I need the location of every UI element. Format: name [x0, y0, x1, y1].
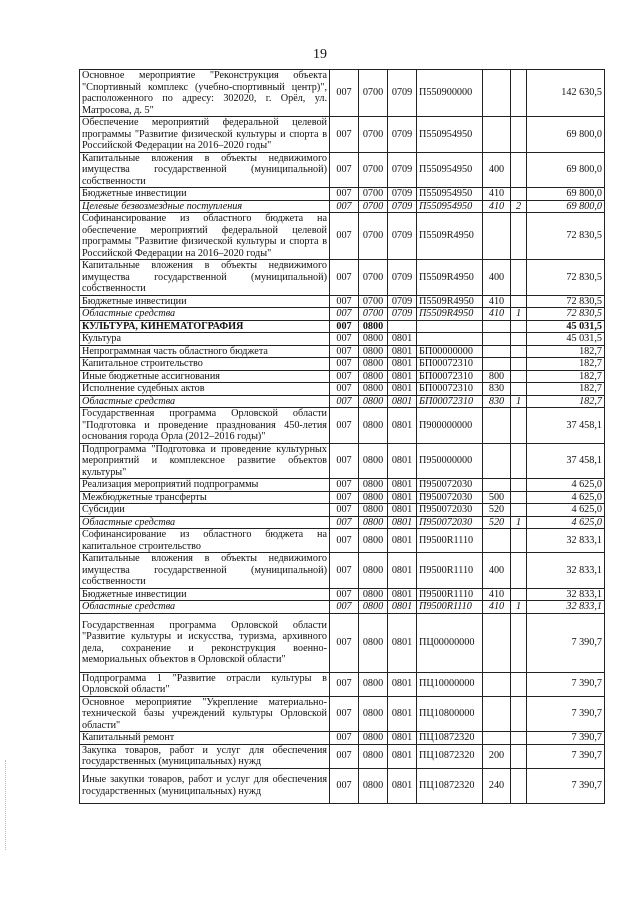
amount: 182,7 [527, 358, 605, 371]
funding-source [511, 295, 527, 308]
item-name: Основное мероприятие "Реконструкция объекта "Спортивный комплекс (учебно-спортивный центр)", расположенного по адресу: 302020, г. Орёл, ул. Матросова, д. 5" [80, 70, 330, 117]
amount: 69 800,0 [527, 188, 605, 201]
expense-type-code: 240 [483, 768, 511, 803]
funding-source [511, 744, 527, 768]
expense-type-code [483, 345, 511, 358]
amount: 7 390,7 [527, 744, 605, 768]
amount: 32 833,1 [527, 553, 605, 589]
subsection-code: 0709 [388, 213, 417, 260]
expense-type-code [483, 732, 511, 745]
target-article-code: БП00072310 [417, 358, 483, 371]
target-article-code: П5509R4950 [417, 260, 483, 296]
funding-source [511, 504, 527, 517]
funding-source [511, 443, 527, 479]
expense-type-code: 200 [483, 744, 511, 768]
ministry-code: 007 [330, 70, 359, 117]
subsection-code: 0801 [388, 504, 417, 517]
ministry-code: 007 [330, 696, 359, 732]
section-code: 0800 [359, 529, 388, 553]
funding-source [511, 358, 527, 371]
item-name: Софинансирование из областного бюджета на обеспечение мероприятий федеральной целевой программы "Развитие физической культуры и спорта в Российской Федерации на 2016–2020 годы" [80, 213, 330, 260]
table-row [80, 768, 605, 803]
item-name: Межбюджетные трансферты [80, 491, 330, 504]
ministry-code: 007 [330, 672, 359, 696]
item-name: Софинансирование из областного бюджета на капитальное строительство [80, 529, 330, 553]
expense-type-code [483, 70, 511, 117]
subsection-code: 0801 [388, 516, 417, 529]
subsection-code: 0801 [388, 613, 417, 672]
amount: 7 390,7 [527, 613, 605, 672]
amount: 45 031,5 [527, 333, 605, 346]
item-name: Капитальные вложения в объекты недвижимого имущества государственной (муниципальной) собственности [80, 260, 330, 296]
subsection-code: 0801 [388, 601, 417, 614]
funding-source [511, 345, 527, 358]
table-row [80, 260, 605, 296]
subsection-code: 0801 [388, 345, 417, 358]
section-code: 0800 [359, 491, 388, 504]
ministry-code: 007 [330, 308, 359, 321]
target-article-code: П550954950 [417, 188, 483, 201]
funding-source: 2 [511, 200, 527, 213]
funding-source [511, 553, 527, 589]
subsection-code: 0801 [388, 358, 417, 371]
amount: 7 390,7 [527, 672, 605, 696]
item-name: Государственная программа Орловской области "Развитие культуры и искусства, туризма, архивного дела, сохранение и реконструкция военно-мемориальных объектов в Орловской области" [80, 613, 330, 672]
table-row [80, 333, 605, 346]
item-name: Культура [80, 333, 330, 346]
target-article-code: П9500R1110 [417, 601, 483, 614]
table-row [80, 70, 605, 117]
expense-type-code: 400 [483, 260, 511, 296]
funding-source [511, 152, 527, 188]
funding-source [511, 696, 527, 732]
table-row [80, 395, 605, 408]
section-code: 0800 [359, 479, 388, 492]
section-code: 0800 [359, 516, 388, 529]
section-code: 0800 [359, 395, 388, 408]
ministry-code: 007 [330, 260, 359, 296]
table-row [80, 383, 605, 396]
subsection-code: 0801 [388, 732, 417, 745]
subsection-code: 0801 [388, 672, 417, 696]
ministry-code: 007 [330, 370, 359, 383]
ministry-code: 007 [330, 213, 359, 260]
ministry-code: 007 [330, 491, 359, 504]
item-name: Областные средства [80, 601, 330, 614]
amount: 72 830,5 [527, 260, 605, 296]
section-code: 0800 [359, 383, 388, 396]
expense-type-code: 410 [483, 588, 511, 601]
expense-type-code [483, 529, 511, 553]
subsection-code: 0801 [388, 529, 417, 553]
amount: 69 800,0 [527, 152, 605, 188]
subsection-code: 0801 [388, 383, 417, 396]
item-name: Государственная программа Орловской области "Подготовка и проведение празднования 450-летия основания города Орла (2012–2016 годы)" [80, 408, 330, 444]
section-code: 0800 [359, 732, 388, 745]
expense-type-code: 410 [483, 308, 511, 321]
ministry-code: 007 [330, 601, 359, 614]
subsection-code: 0709 [388, 260, 417, 296]
table-row [80, 479, 605, 492]
item-name: Капитальное строительство [80, 358, 330, 371]
amount: 45 031,5 [527, 320, 605, 333]
item-name: Реализация мероприятий подпрограммы [80, 479, 330, 492]
target-article-code: П550900000 [417, 70, 483, 117]
amount: 69 800,0 [527, 200, 605, 213]
funding-source [511, 479, 527, 492]
subsection-code: 0801 [388, 768, 417, 803]
expense-type-code: 400 [483, 553, 511, 589]
expense-type-code: 520 [483, 516, 511, 529]
funding-source [511, 768, 527, 803]
table-row [80, 117, 605, 153]
ministry-code: 007 [330, 295, 359, 308]
amount: 7 390,7 [527, 696, 605, 732]
funding-source: 1 [511, 395, 527, 408]
target-article-code [417, 320, 483, 333]
table-row [80, 588, 605, 601]
item-name: Бюджетные инвестиции [80, 588, 330, 601]
expense-type-code [483, 696, 511, 732]
target-article-code: БП00000000 [417, 345, 483, 358]
item-name: Основное мероприятие "Укрепление материально-технической базы учреждений культуры Орловской области" [80, 696, 330, 732]
funding-source [511, 408, 527, 444]
expense-type-code: 500 [483, 491, 511, 504]
target-article-code: П550954950 [417, 152, 483, 188]
target-article-code: ПЦ10800000 [417, 696, 483, 732]
funding-source [511, 117, 527, 153]
section-code: 0800 [359, 345, 388, 358]
subsection-code: 0801 [388, 553, 417, 589]
target-article-code: ПЦ10872320 [417, 732, 483, 745]
amount: 4 625,0 [527, 516, 605, 529]
amount: 32 833,1 [527, 601, 605, 614]
table-row [80, 732, 605, 745]
ministry-code: 007 [330, 117, 359, 153]
section-code: 0700 [359, 308, 388, 321]
funding-source: 1 [511, 308, 527, 321]
expense-type-code [483, 672, 511, 696]
table-row [80, 443, 605, 479]
funding-source [511, 320, 527, 333]
ministry-code: 007 [330, 768, 359, 803]
table-row [80, 408, 605, 444]
table-row [80, 516, 605, 529]
amount: 37 458,1 [527, 408, 605, 444]
target-article-code: П9500R1110 [417, 529, 483, 553]
item-name: Бюджетные инвестиции [80, 188, 330, 201]
table-row [80, 152, 605, 188]
expense-type-code [483, 117, 511, 153]
ministry-code: 007 [330, 152, 359, 188]
amount: 7 390,7 [527, 768, 605, 803]
subsection-code: 0801 [388, 395, 417, 408]
ministry-code: 007 [330, 408, 359, 444]
item-name: Областные средства [80, 516, 330, 529]
target-article-code: П5509R4950 [417, 308, 483, 321]
item-name: Обеспечение мероприятий федеральной целевой программы "Развитие физической культуры и спорта в Российской Федерации на 2016–2020 годы" [80, 117, 330, 153]
table-row [80, 370, 605, 383]
table-row [80, 295, 605, 308]
ministry-code: 007 [330, 358, 359, 371]
subsection-code: 0709 [388, 188, 417, 201]
subsection-code: 0801 [388, 479, 417, 492]
target-article-code: П950072030 [417, 479, 483, 492]
ministry-code: 007 [330, 345, 359, 358]
subsection-code: 0709 [388, 308, 417, 321]
amount: 142 630,5 [527, 70, 605, 117]
ministry-code: 007 [330, 588, 359, 601]
expense-type-code: 830 [483, 395, 511, 408]
target-article-code: П550954950 [417, 200, 483, 213]
section-code: 0800 [359, 588, 388, 601]
section-code: 0800 [359, 768, 388, 803]
subsection-code: 0801 [388, 333, 417, 346]
margin-mark [5, 760, 8, 850]
funding-source: 1 [511, 516, 527, 529]
ministry-code: 007 [330, 383, 359, 396]
expense-type-code: 410 [483, 295, 511, 308]
target-article-code: П950072030 [417, 516, 483, 529]
ministry-code: 007 [330, 732, 359, 745]
funding-source [511, 370, 527, 383]
section-code: 0700 [359, 213, 388, 260]
section-code: 0700 [359, 188, 388, 201]
section-code: 0800 [359, 504, 388, 517]
item-name: Капитальный ремонт [80, 732, 330, 745]
ministry-code: 007 [330, 516, 359, 529]
ministry-code: 007 [330, 395, 359, 408]
item-name: Субсидии [80, 504, 330, 517]
expense-type-code [483, 320, 511, 333]
funding-source [511, 588, 527, 601]
ministry-code: 007 [330, 200, 359, 213]
section-code: 0800 [359, 320, 388, 333]
table-row [80, 358, 605, 371]
target-article-code: П9500R1110 [417, 553, 483, 589]
target-article-code: П950000000 [417, 443, 483, 479]
item-name: Исполнение судебных актов [80, 383, 330, 396]
amount: 72 830,5 [527, 308, 605, 321]
target-article-code: П9500R1110 [417, 588, 483, 601]
ministry-code: 007 [330, 529, 359, 553]
funding-source [511, 491, 527, 504]
target-article-code: БП00072310 [417, 383, 483, 396]
section-code: 0700 [359, 200, 388, 213]
table-row [80, 672, 605, 696]
target-article-code: П5509R4950 [417, 213, 483, 260]
target-article-code: П900000000 [417, 408, 483, 444]
subsection-code: 0801 [388, 588, 417, 601]
section-code: 0800 [359, 744, 388, 768]
target-article-code: П950072030 [417, 504, 483, 517]
amount: 7 390,7 [527, 732, 605, 745]
table-row [80, 200, 605, 213]
item-name: Целевые безвозмездные поступления [80, 200, 330, 213]
target-article-code: ПЦ10872320 [417, 744, 483, 768]
ministry-code: 007 [330, 553, 359, 589]
amount: 72 830,5 [527, 295, 605, 308]
page-number: 19 [313, 47, 327, 62]
item-name: КУЛЬТУРА, КИНЕМАТОГРАФИЯ [80, 320, 330, 333]
amount: 32 833,1 [527, 529, 605, 553]
amount: 182,7 [527, 395, 605, 408]
subsection-code: 0801 [388, 443, 417, 479]
target-article-code: ПЦ00000000 [417, 613, 483, 672]
subsection-code: 0709 [388, 200, 417, 213]
item-name: Подпрограмма 1 "Развитие отрасли культуры в Орловской области" [80, 672, 330, 696]
item-name: Областные средства [80, 395, 330, 408]
subsection-code: 0801 [388, 408, 417, 444]
subsection-code: 0801 [388, 491, 417, 504]
target-article-code: П950072030 [417, 491, 483, 504]
expense-type-code [483, 408, 511, 444]
section-code: 0700 [359, 260, 388, 296]
item-name: Бюджетные инвестиции [80, 295, 330, 308]
table-row [80, 213, 605, 260]
section-code: 0700 [359, 295, 388, 308]
section-code: 0800 [359, 358, 388, 371]
budget-table [79, 69, 605, 804]
table-row [80, 320, 605, 333]
funding-source [511, 672, 527, 696]
section-code: 0800 [359, 613, 388, 672]
subsection-code: 0709 [388, 117, 417, 153]
expense-type-code [483, 213, 511, 260]
target-article-code: БП00072310 [417, 395, 483, 408]
funding-source: 1 [511, 601, 527, 614]
table-row [80, 504, 605, 517]
expense-type-code [483, 358, 511, 371]
amount: 37 458,1 [527, 443, 605, 479]
table-row [80, 744, 605, 768]
funding-source [511, 732, 527, 745]
target-article-code [417, 333, 483, 346]
item-name: Областные средства [80, 308, 330, 321]
funding-source [511, 213, 527, 260]
funding-source [511, 529, 527, 553]
ministry-code: 007 [330, 613, 359, 672]
funding-source [511, 383, 527, 396]
section-code: 0800 [359, 672, 388, 696]
table-row [80, 491, 605, 504]
amount: 182,7 [527, 345, 605, 358]
expense-type-code [483, 479, 511, 492]
funding-source [511, 188, 527, 201]
section-code: 0800 [359, 601, 388, 614]
table-row [80, 529, 605, 553]
target-article-code: ПЦ10872320 [417, 768, 483, 803]
section-code: 0700 [359, 152, 388, 188]
section-code: 0800 [359, 333, 388, 346]
subsection-code: 0709 [388, 295, 417, 308]
subsection-code: 0709 [388, 152, 417, 188]
table-row [80, 345, 605, 358]
expense-type-code [483, 333, 511, 346]
item-name: Подпрограмма "Подготовка и проведение культурных мероприятий и комплексное развитие объектов культуры" [80, 443, 330, 479]
item-name: Непрограммная часть областного бюджета [80, 345, 330, 358]
item-name: Иные закупки товаров, работ и услуг для обеспечения государственных (муниципальных) нужд [80, 768, 330, 803]
amount: 4 625,0 [527, 479, 605, 492]
amount: 182,7 [527, 370, 605, 383]
ministry-code: 007 [330, 504, 359, 517]
table-row [80, 613, 605, 672]
target-article-code: П550954950 [417, 117, 483, 153]
section-code: 0800 [359, 443, 388, 479]
subsection-code [388, 320, 417, 333]
amount: 182,7 [527, 383, 605, 396]
item-name: Капитальные вложения в объекты недвижимого имущества государственной (муниципальной) собственности [80, 152, 330, 188]
subsection-code: 0709 [388, 70, 417, 117]
section-code: 0800 [359, 408, 388, 444]
target-article-code: П5509R4950 [417, 295, 483, 308]
ministry-code: 007 [330, 320, 359, 333]
item-name: Капитальные вложения в объекты недвижимого имущества государственной (муниципальной) собственности [80, 553, 330, 589]
item-name: Иные бюджетные ассигнования [80, 370, 330, 383]
subsection-code: 0801 [388, 696, 417, 732]
ministry-code: 007 [330, 188, 359, 201]
expense-type-code: 400 [483, 152, 511, 188]
section-code: 0800 [359, 696, 388, 732]
amount: 4 625,0 [527, 491, 605, 504]
expense-type-code: 410 [483, 200, 511, 213]
expense-type-code: 800 [483, 370, 511, 383]
section-code: 0700 [359, 70, 388, 117]
table-row [80, 553, 605, 589]
expense-type-code: 410 [483, 188, 511, 201]
section-code: 0700 [359, 117, 388, 153]
subsection-code: 0801 [388, 744, 417, 768]
amount: 69 800,0 [527, 117, 605, 153]
ministry-code: 007 [330, 744, 359, 768]
ministry-code: 007 [330, 479, 359, 492]
amount: 4 625,0 [527, 504, 605, 517]
target-article-code: БП00072310 [417, 370, 483, 383]
funding-source [511, 613, 527, 672]
amount: 72 830,5 [527, 213, 605, 260]
expense-type-code: 520 [483, 504, 511, 517]
funding-source [511, 260, 527, 296]
funding-source [511, 333, 527, 346]
target-article-code: ПЦ10000000 [417, 672, 483, 696]
section-code: 0800 [359, 370, 388, 383]
section-code: 0800 [359, 553, 388, 589]
expense-type-code [483, 443, 511, 479]
expense-type-code: 410 [483, 601, 511, 614]
table-row [80, 696, 605, 732]
ministry-code: 007 [330, 443, 359, 479]
subsection-code: 0801 [388, 370, 417, 383]
item-name: Закупка товаров, работ и услуг для обеспечения государственных (муниципальных) нужд [80, 744, 330, 768]
funding-source [511, 70, 527, 117]
expense-type-code: 830 [483, 383, 511, 396]
table-row [80, 601, 605, 614]
amount: 32 833,1 [527, 588, 605, 601]
ministry-code: 007 [330, 333, 359, 346]
expense-type-code [483, 613, 511, 672]
table-row [80, 188, 605, 201]
table-row [80, 308, 605, 321]
